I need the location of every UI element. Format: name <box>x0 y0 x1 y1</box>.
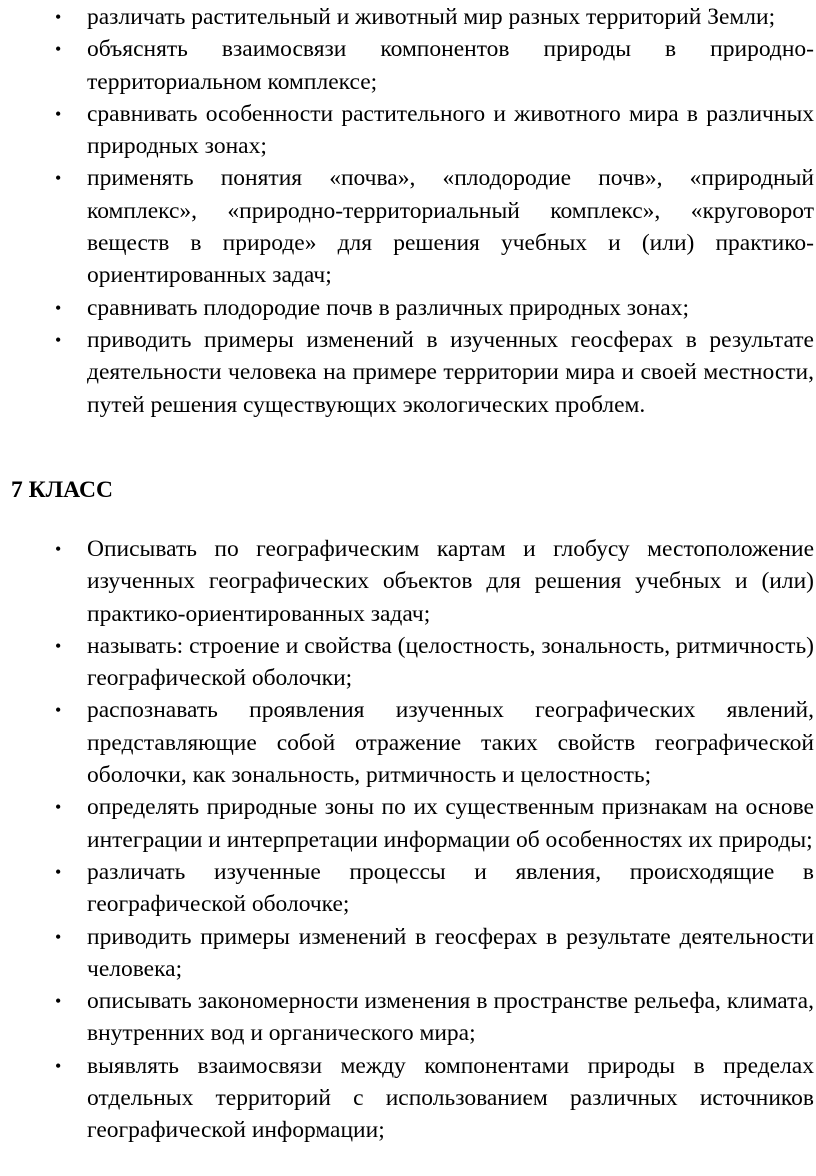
list-item <box>0 791 816 856</box>
bullet-icon: • <box>55 1055 62 1076</box>
list-item-text: объяснять взаимосвязи компонентов природы в природно-территориальном комплексе; <box>87 36 814 95</box>
bullet-icon: • <box>55 635 62 656</box>
bullet-icon: • <box>55 539 62 559</box>
list-item <box>0 630 816 695</box>
list-item-text: приводить примеры изменений в изученных геосферах в результате деятельности человека на примере территории мира и своей местности, путей решения существующих экологических проблем. <box>87 326 814 418</box>
bullet-icon: • <box>55 991 62 1012</box>
list-item-text: описывать закономерности изменения в пространстве рельефа, климата, внутренних вод и органического мира; <box>87 988 814 1047</box>
bullet-icon: • <box>55 329 62 350</box>
bullet-list-7-class <box>0 533 816 1147</box>
section-heading-7-class: 7 КЛАСС <box>11 477 113 503</box>
bullet-icon: • <box>55 861 62 882</box>
list-item-text: выявлять взаимосвязи между компонентами природы в пределах отдельных территорий с использованием различных источников географической информации; <box>87 1052 814 1144</box>
list-item-text: называть: строение и свойства (целостность, зональность, ритмичность) географической оболочки; <box>87 632 814 692</box>
list-item <box>0 694 816 791</box>
list-item <box>0 324 816 421</box>
list-item-text: определять природные зоны по их существенным признакам на основе интеграции и интерпретации информации об особенностях их природы; <box>87 794 814 853</box>
bullet-icon: • <box>55 700 62 721</box>
bullet-icon: • <box>55 297 62 318</box>
bullet-icon: • <box>55 926 62 947</box>
bullet-icon: • <box>55 168 62 189</box>
list-item <box>0 856 816 921</box>
list-item <box>0 162 816 291</box>
list-item <box>0 533 816 630</box>
list-item-text: применять понятия «почва», «плодородие почв», «природный комплекс», «природно-территориальный комплекс», «круговорот веществ в природе» для решения учебных и (или) практико-ориентированных задач; <box>87 165 814 289</box>
bullet-icon: • <box>55 7 62 27</box>
list-item <box>0 921 816 986</box>
bullet-icon: • <box>55 103 62 124</box>
bullet-icon: • <box>55 39 62 60</box>
list-item-text: распознавать проявления изученных географических явлений, представляющие собой отражение таких свойств географической оболочки, как зональность, ритмичность и целостность; <box>87 697 814 789</box>
list-item <box>0 1 816 33</box>
bullet-icon: • <box>55 797 62 818</box>
list-item <box>0 33 816 98</box>
list-item-text: сравнивать особенности растительного и животного мира в различных природных зонах; <box>87 100 814 160</box>
list-item <box>0 292 816 324</box>
list-item <box>0 98 816 163</box>
list-item-text: сравнивать плодородие почв в различных природных зонах; <box>87 294 689 321</box>
list-item-text: различать изученные процессы и явления, происходящие в географической оболочке; <box>87 858 814 918</box>
list-item <box>0 1050 816 1147</box>
bullet-list-top <box>0 1 816 421</box>
list-item <box>0 985 816 1050</box>
list-item-text: приводить примеры изменений в геосферах в результате деятельности человека; <box>87 923 814 982</box>
list-item-text: различать растительный и животный мир разных территорий Земли; <box>87 4 776 30</box>
list-item-text: Описывать по географическим картам и глобусу местоположение изученных географических объектов для решения учебных и (или) практико-ориентированных задач; <box>87 536 814 627</box>
